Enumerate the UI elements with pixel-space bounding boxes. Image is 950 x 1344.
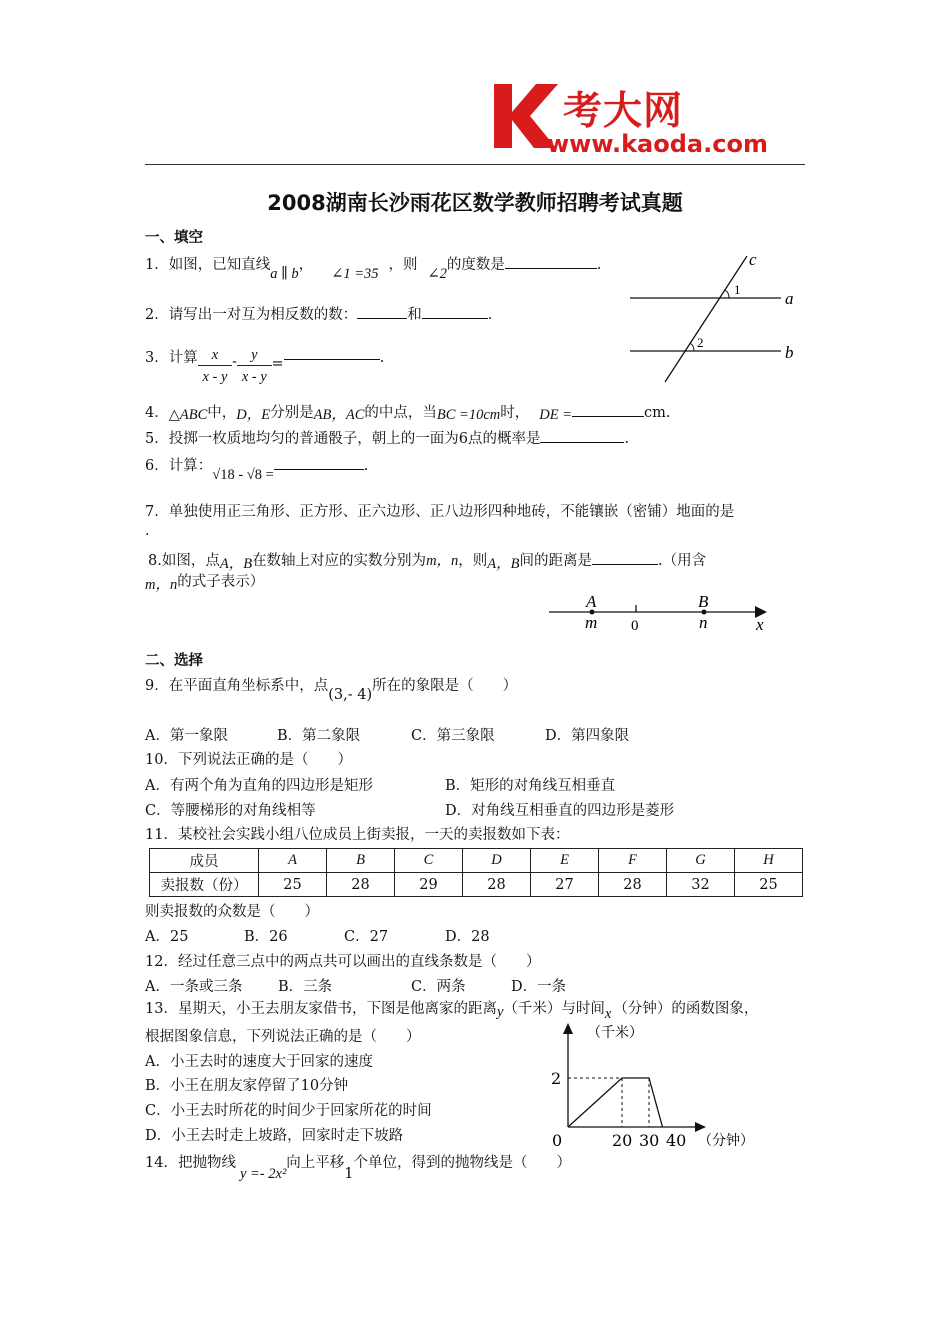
table-cell: 27 (531, 873, 599, 897)
label-angle-2: 2 (697, 335, 704, 350)
question-14: 14．把抛物线y =- 2x²向上平移1个单位，得到的抛物线是（ ） (145, 1155, 572, 1182)
table-row (150, 849, 803, 873)
table-cell: 29 (395, 873, 463, 897)
table-header-cell: E (531, 849, 599, 873)
question-13-cont: 根据图象信息，下列说法正确的是（ ） (145, 1029, 421, 1045)
q9-option-b[interactable]: B．第二象限 (277, 728, 361, 744)
q12-option-c[interactable]: C．两条 (411, 979, 466, 995)
table-header-cell: C (395, 849, 463, 873)
table-cell: 28 (599, 873, 667, 897)
question-3: 3．计算 $\frac{x}{x - y}$ - $\frac{y}{x - y}$ = . (145, 342, 384, 385)
question-13: 13．星期天，小王去朋友家借书，下图是他离家的距离y（千米）与时间x （分钟）的函数图象， (145, 1001, 759, 1022)
label-a: a (785, 289, 794, 308)
table-row (150, 873, 803, 897)
table-header-cell: 成员 (150, 849, 259, 873)
table-header-cell: B (327, 849, 395, 873)
table-cell: 25 (735, 873, 803, 897)
table-header-cell: F (599, 849, 667, 873)
answer-blank[interactable] (422, 304, 488, 319)
q11-option-d[interactable]: D．28 (445, 929, 490, 945)
line-c (665, 256, 747, 382)
q12-option-b[interactable]: B．三条 (278, 979, 333, 995)
label-zero: 0 (631, 618, 639, 634)
page-title: 2008湖南长沙雨花区数学教师招聘考试真题 (267, 191, 683, 215)
answer-blank[interactable] (274, 455, 364, 470)
question-11-prompt: 则卖报数的众数是（ ） (145, 904, 319, 920)
table-cell: 28 (463, 873, 531, 897)
question-12: 12．经过任意三点中的两点共可以画出的直线条数是（ ） (145, 954, 541, 970)
y-axis-label: （千米） (587, 1025, 643, 1041)
q11-option-a[interactable]: A．25 (145, 929, 189, 945)
parallel-lines-figure (625, 246, 805, 388)
q10-option-a[interactable]: A．有两个角为直角的四边形是矩形 (145, 778, 373, 794)
section-choice-heading: 二、选择 (145, 653, 203, 669)
x-tick-label: 30 (639, 1131, 660, 1150)
label-c: c (749, 250, 757, 269)
question-7-end: . (145, 523, 150, 539)
section-fill-heading: 一、填空 (145, 230, 203, 246)
question-8-cont: m，n的式子表示） (145, 574, 265, 593)
question-2: 2．请写出一对互为相反数的数： 和 . (145, 304, 492, 324)
table-cell: 25 (259, 873, 327, 897)
q12-option-d[interactable]: D．一条 (511, 979, 567, 995)
question-5: 5．投掷一枚质地均匀的普通骰子，朝上的一面为6点的概率是 . (145, 428, 629, 448)
q9-option-d[interactable]: D．第四象限 (545, 728, 630, 744)
label-B: B (698, 592, 709, 611)
y-axis-arrow-icon (563, 1023, 573, 1034)
answer-blank[interactable] (592, 550, 658, 565)
logo-title: 考大网 (563, 89, 684, 134)
table-cell: 28 (327, 873, 395, 897)
x-tick-label: 40 (666, 1131, 687, 1150)
header-divider (145, 164, 805, 165)
answer-blank[interactable] (540, 428, 624, 443)
question-4: 4．△ABC中，D，E分别是AB，AC的中点，当BC =10cm时， DE = cm. (145, 402, 670, 422)
x-tick-label: 0 (552, 1131, 563, 1150)
q10-option-c[interactable]: C．等腰梯形的对角线相等 (145, 803, 316, 819)
label-b: b (785, 343, 794, 362)
q11-option-c[interactable]: C．27 (344, 929, 389, 945)
label-x: x (756, 615, 764, 634)
q9-option-c[interactable]: C．第三象限 (411, 728, 495, 744)
fraction: $\frac{x}{x - y}$ (198, 345, 232, 388)
q10-option-b[interactable]: B．矩形的对角线互相垂直 (445, 778, 616, 794)
q11-option-b[interactable]: B．26 (244, 929, 288, 945)
question-6: 6．计算：√18 - √8 =. (145, 455, 368, 475)
table-header-cell: D (463, 849, 531, 873)
answer-blank[interactable] (572, 402, 644, 417)
label-m: m (585, 613, 598, 632)
question-9: 9．在平面直角坐标系中，点(3,- 4)所在的象限是（ ） (145, 678, 518, 703)
question-1: 1．如图，已知直线a ∥ b，∠1 =35，则∠2的度数是 . (145, 254, 602, 274)
question-7: 7．单独使用正三角形、正方形、正六边形、正八边形四种地砖，不能镶嵌（密铺）地面的是 (145, 504, 735, 520)
q13-option-c[interactable]: C．小王去时所花的时间少于回家所花的时间 (145, 1103, 432, 1119)
label-A: A (586, 592, 597, 611)
sales-table (149, 848, 803, 897)
answer-blank[interactable] (284, 345, 380, 360)
table-cell: 32 (667, 873, 735, 897)
table-header-cell: G (667, 849, 735, 873)
q9-option-a[interactable]: A．第一象限 (145, 728, 228, 744)
label-n: n (699, 613, 708, 632)
question-11: 11．某校社会实践小组八位成员上街卖报，一天的卖报数如下表： (145, 827, 570, 843)
answer-blank[interactable] (357, 304, 407, 319)
y-tick-label: 2 (551, 1069, 562, 1088)
answer-blank[interactable] (505, 254, 597, 269)
logo-url: www.kaoda.com (547, 130, 768, 158)
question-8: 8.如图，点A，B在数轴上对应的实数分别为m，n，则A，B间的距离是 .（用含 (148, 550, 706, 570)
distance-time-chart (540, 1018, 770, 1154)
table-header-cell: A (259, 849, 327, 873)
label-angle-1: 1 (734, 282, 741, 297)
x-axis-label: （分钟） (698, 1133, 754, 1149)
q13-option-b[interactable]: B．小王在朋友家停留了10分钟 (145, 1078, 349, 1094)
fraction: $\frac{y}{x - y}$ (237, 345, 271, 388)
number-line-figure (545, 588, 775, 636)
table-header-cell: H (735, 849, 803, 873)
q13-option-a[interactable]: A．小王去时的速度大于回家的速度 (145, 1054, 373, 1070)
series-line (568, 1078, 663, 1127)
question-10: 10．下列说法正确的是（ ） (145, 752, 352, 768)
q12-option-a[interactable]: A．一条或三条 (145, 979, 243, 995)
q13-option-d[interactable]: D．小王去时走上坡路，回家时走下坡路 (145, 1128, 404, 1144)
q10-option-d[interactable]: D．对角线互相垂直的四边形是菱形 (445, 803, 675, 819)
table-cell: 卖报数（份） (150, 873, 259, 897)
x-tick-label: 20 (612, 1131, 633, 1150)
x-axis-arrow-icon (695, 1122, 706, 1132)
